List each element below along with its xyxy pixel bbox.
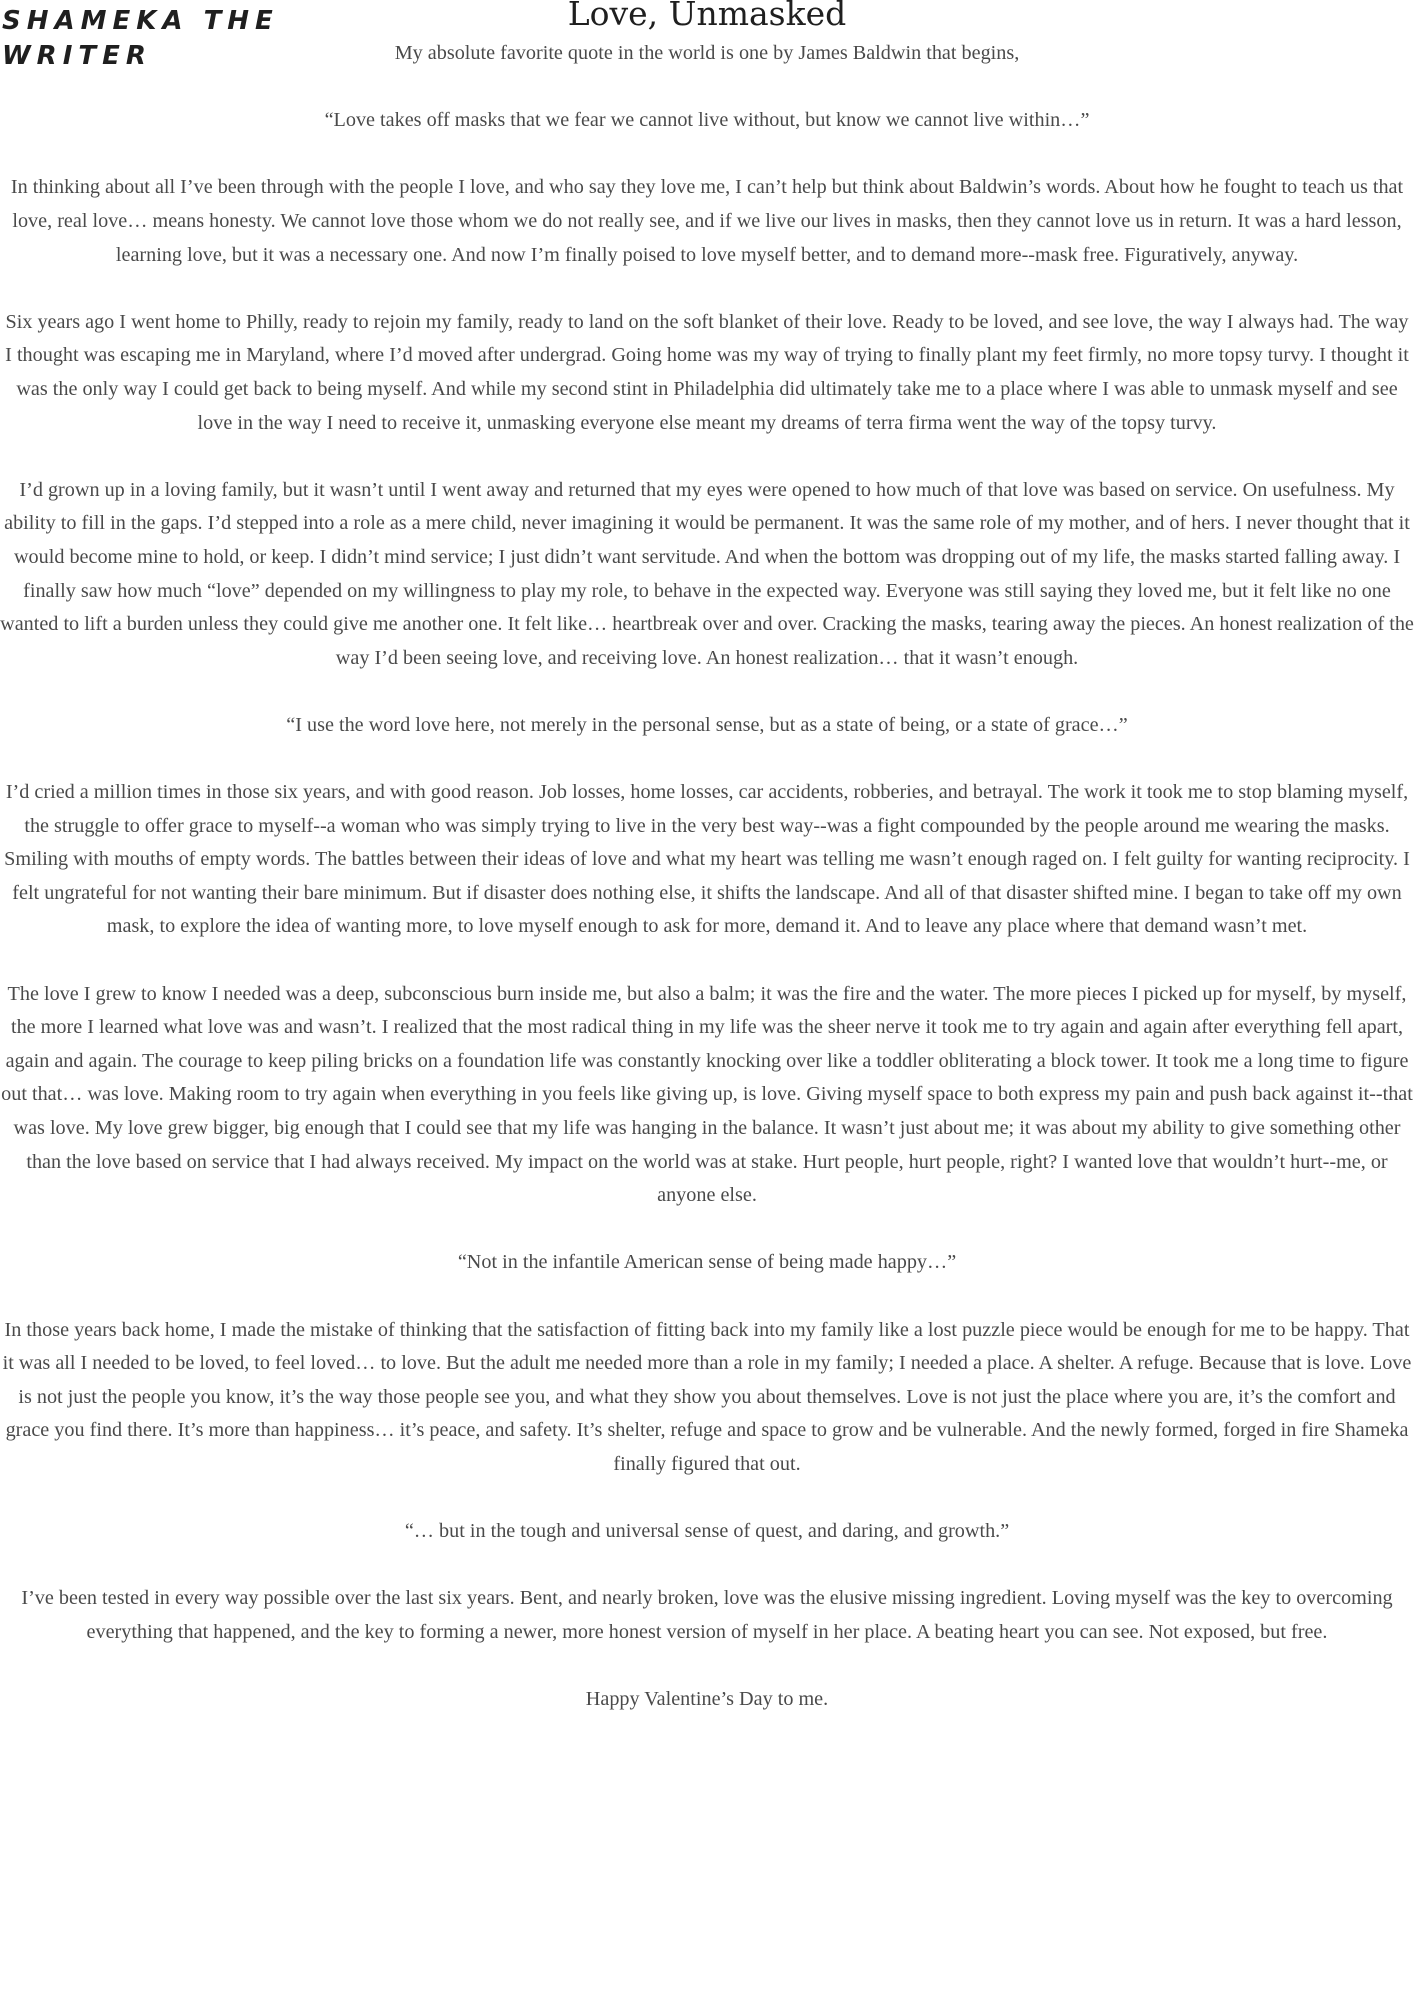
paragraph-intro: My absolute favorite quote in the world is one by James Baldwin that begins, (394, 42, 1020, 64)
paragraph-4: I’d cried a million times in those six years, and with good reason. Job losses, home losses, car accidents, robberies, and betrayal. The work it took me to stop blaming myself, the struggle to offer grace to myself--a woman who was simply trying to live in the very best way--was a fight compounded by the people around me wearing the masks. Smiling with mouths of empty words. The battles between their ideas of love and what my heart was telling me wasn’t enough raged on. I felt guilty for wanting reciprocity. I felt ungrateful for not wanting their bare minimum. But if disaster does nothing else, it shifts the landscape. And all of that disaster shifted mine. I began to take off my own mask, to explore the idea of wanting more, to love myself enough to ask for more, demand it. And to leave any place where that demand wasn’t met. (4, 781, 1410, 938)
quote-3: “Not in the infantile American sense of being made happy…” (457, 1251, 957, 1274)
quote-1: “Love takes off masks that we fear we cannot live without, but know we cannot live within…” (324, 109, 1090, 132)
paragraph-5: The love I grew to know I needed was a deep, subconscious burn inside me, but also a balm; it was the fire and the water. The more pieces I picked up for myself, by myself, the more I learned what love was and wasn’t. I realized that the most radical thing in my life was the sheer nerve it took me to try again and again after everything fell apart, again and again. The courage to keep piling bricks on a foundation life was constantly knocking over like a toddler obliterating a block tower. It took me a long time to figure out that… was love. Making room to try again when everything in you feels like giving up, is love. Giving myself space to both express my pain and push back against it--that was love. My love grew bigger, big enough that I could see that my life was hanging in the balance. It wasn’t just about me; it was about my ability to give something other than the love based on service that I had always received. My impact on the world was at stake. Hurt people, hurt people, right? I wanted love that wouldn’t hurt--me, or anyone else. (1, 982, 1413, 1207)
quote-2: “I use the word love here, not merely in the personal sense, but as a state of being, or a state of grace…” (286, 713, 1128, 736)
paragraph-3: I’d grown up in a loving family, but it wasn’t until I went away and returned that my eyes were opened to how much of that love was based on service. On usefulness. My ability to fill in the gaps. I’d stepped into a role as a mere child, never imagining it would be permanent. It was the same role of my mother, and of hers. I never thought that it would become mine to hold, or keep. I didn’t mind service; I just didn’t want servitude. And when the bottom was dropping out of my life, the masks started falling away. I finally saw how much “love” depended on my willingness to play my role, to behave in the expected way. Everyone was still saying they loved me, but it felt like no one wanted to lift a burden unless they could give me another one. It felt like… heartbreak over and over. Cracking the masks, tearing away the pieces. An honest realization of the way I’d been seeing love, and receiving love. An honest realization… that it wasn’t enough. (0, 478, 1414, 669)
page-title: Love, Unmasked (567, 0, 847, 33)
paragraph-7: I’ve been tested in every way possible over the last six years. Bent, and nearly broken, love was the elusive missing ingredient. Loving myself was the key to overcoming everything that happened, and the key to forming a newer, more honest version of myself in her place. A beating heart you can see. Not exposed, but free. (21, 1587, 1393, 1643)
article-body (0, 37, 1414, 1717)
brand-logo-text: SHAMEKA THE WRITER (2, 6, 279, 71)
closing-line: Happy Valentine’s Day to me. (585, 1688, 829, 1711)
quote-4: “… but in the tough and universal sense of quest, and daring, and growth.” (404, 1520, 1010, 1543)
paragraph-2: Six years ago I went home to Philly, ready to rejoin my family, ready to land on the soft blanket of their love. Ready to be loved, and see love, the way I always had. The way I thought was escaping me in Maryland, where I’d moved after undergrad. Going home was my way of trying to finally plant my feet firmly, no more topsy turvy. I thought it was the only way I could get back to being myself. And while my second stint in Philadelphia did ultimately take me to a place where I was able to unmask myself and see love in the way I need to receive it, unmasking everyone else meant my dreams of terra firma went the way of the topsy turvy. (5, 310, 1409, 434)
paragraph-6: In those years back home, I made the mistake of thinking that the satisfaction of fitting back into my family like a lost puzzle piece would be enough for me to be happy. That it was all I needed to be loved, to feel loved… to love. But the adult me needed more than a role in my family; I needed a place. A shelter. A refuge. Because that is love. Love is not just the people you know, it’s the way those people see you, and what they show you about themselves. Love is not just the place where you are, it’s the comfort and grace you find there. It’s more than happiness… it’s peace, and safety. It’s shelter, refuge and space to grow and be vulnerable. And the newly formed, forged in fire Shameka finally figured that out. (2, 1318, 1412, 1475)
paragraph-1: In thinking about all I’ve been through with the people I love, and who say they love me, I can’t help but think about Baldwin’s words. About how he fought to teach us that love, real love… means honesty. We cannot love those whom we do not really see, and if we live our lives in masks, then they cannot love us in return. It was a hard lesson, learning love, but it was a necessary one. And now I’m finally poised to love myself better, and to demand more--mask free. Figuratively, anyway. (10, 176, 1404, 266)
